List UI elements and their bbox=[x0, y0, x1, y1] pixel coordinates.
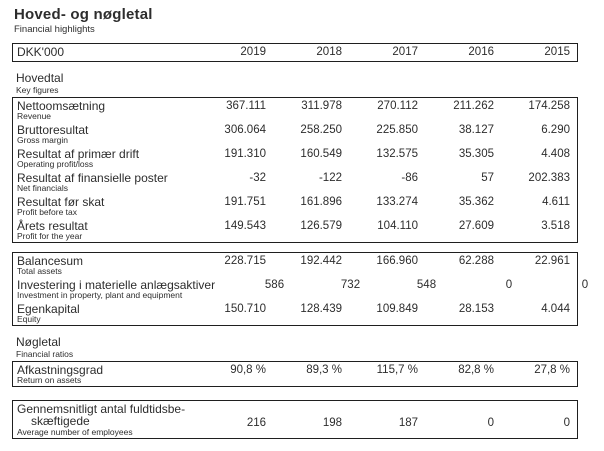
value-2018: 160.549 bbox=[300, 148, 342, 160]
table-row-foer-skat bbox=[13, 194, 577, 218]
unit-label: DKK'000 bbox=[17, 45, 64, 59]
value-2019: 149.543 bbox=[224, 220, 266, 232]
row-label: Investering i materielle anlægsaktiver bbox=[17, 278, 216, 292]
value-2019: 191.751 bbox=[224, 196, 266, 208]
section-heading-noegletal: Nøgletal bbox=[16, 335, 61, 349]
section-subheading-financial-ratios: Financial ratios bbox=[16, 349, 74, 359]
value-2019: 228.715 bbox=[224, 255, 266, 267]
value-2015: 22.961 bbox=[534, 255, 570, 267]
row-label: Balancesum bbox=[17, 254, 84, 268]
value-2017: 104.110 bbox=[377, 220, 418, 232]
balance-block bbox=[12, 252, 589, 326]
table-row-bruttoresultat bbox=[13, 122, 577, 146]
value-2019: 191.310 bbox=[224, 148, 266, 160]
value-2019: -32 bbox=[249, 172, 266, 184]
value-2016: 57 bbox=[481, 172, 494, 184]
value-2015: 4.611 bbox=[542, 196, 570, 208]
row-label: Afkastningsgrad bbox=[17, 363, 104, 377]
value-2019: 216 bbox=[246, 417, 266, 429]
value-2015: 3.518 bbox=[541, 220, 570, 232]
value-2016: 0 bbox=[505, 279, 513, 291]
table-row-primaer-drift bbox=[13, 146, 577, 170]
value-2017: 166.960 bbox=[376, 255, 418, 267]
value-2016: 35.362 bbox=[458, 196, 494, 208]
value-2017: 115,7 % bbox=[376, 364, 418, 376]
value-2017: -86 bbox=[401, 172, 418, 184]
value-2015: 27,8 % bbox=[534, 364, 570, 376]
value-2016: 27.609 bbox=[458, 220, 494, 232]
value-2019: 90,8 % bbox=[230, 364, 266, 376]
value-2015: 6.290 bbox=[541, 124, 570, 136]
row-label: Resultat af primær drift bbox=[17, 147, 140, 161]
table-row-medarbejdere bbox=[13, 401, 577, 438]
value-2018: 128.439 bbox=[300, 303, 342, 315]
value-2016: 38.127 bbox=[458, 124, 494, 136]
value-2019: 367.111 bbox=[226, 100, 266, 112]
row-sublabel: Profit for the year bbox=[17, 231, 83, 241]
row-sublabel: Operating profit/loss bbox=[17, 159, 94, 169]
row-label: Resultat af finansielle poster bbox=[17, 171, 168, 185]
table-row-investering bbox=[13, 277, 589, 301]
table-row-aarets-resultat bbox=[13, 218, 577, 242]
row-label-line1: Gennemsnitligt antal fuldtidsbe- bbox=[17, 402, 186, 416]
year-column-2018: 2018 bbox=[316, 46, 342, 58]
value-2016: 0 bbox=[487, 417, 494, 429]
value-2018: 192.442 bbox=[300, 255, 342, 267]
table-row-egenkapital bbox=[13, 301, 577, 325]
table-row-balancesum bbox=[13, 253, 577, 277]
table-header-row bbox=[12, 43, 578, 62]
value-2016: 35.305 bbox=[458, 148, 494, 160]
page-title: Hoved- og nøgletal bbox=[14, 6, 153, 23]
value-2015: 174.258 bbox=[528, 100, 570, 112]
page-subtitle: Financial highlights bbox=[14, 24, 95, 35]
value-2018: 198 bbox=[322, 417, 342, 429]
value-2016: 82,8 % bbox=[458, 364, 494, 376]
value-2018: 126.579 bbox=[300, 220, 342, 232]
row-label-line2: skæftigede bbox=[31, 414, 90, 428]
row-sublabel: Net financials bbox=[17, 183, 69, 193]
key-figures-block bbox=[12, 97, 578, 243]
table-row-finansielle-poster bbox=[13, 170, 577, 194]
section-heading-hovedtal: Hovedtal bbox=[16, 71, 64, 85]
value-2015: 0 bbox=[581, 279, 589, 291]
row-label: Egenkapital bbox=[17, 302, 80, 316]
value-2015: 4.408 bbox=[541, 148, 570, 160]
value-2017: 548 bbox=[416, 279, 437, 291]
value-2017: 109.849 bbox=[376, 303, 418, 315]
row-sublabel: Average number of employees bbox=[17, 427, 133, 437]
row-label: Bruttoresultat bbox=[17, 123, 89, 137]
year-column-2019: 2019 bbox=[240, 46, 266, 58]
ratios-block bbox=[12, 361, 578, 387]
value-2018: 89,3 % bbox=[306, 364, 342, 376]
value-2015: 4.044 bbox=[541, 303, 570, 315]
year-column-2016: 2016 bbox=[468, 46, 494, 58]
value-2016: 62.288 bbox=[458, 255, 494, 267]
row-sublabel: Return on assets bbox=[17, 375, 82, 385]
value-2018: 258.250 bbox=[300, 124, 342, 136]
value-2017: 225.850 bbox=[376, 124, 418, 136]
employees-block bbox=[12, 400, 578, 439]
row-label: Årets resultat bbox=[17, 219, 88, 233]
table-row-afkastningsgrad bbox=[13, 362, 577, 386]
value-2017: 133.274 bbox=[376, 196, 418, 208]
value-2019: 586 bbox=[264, 279, 285, 291]
value-2019: 150.710 bbox=[224, 303, 266, 315]
value-2018: 732 bbox=[340, 279, 361, 291]
row-label: Resultat før skat bbox=[17, 195, 105, 209]
row-sublabel: Profit before tax bbox=[17, 207, 78, 217]
value-2018: -122 bbox=[318, 172, 342, 184]
value-2019: 306.064 bbox=[224, 124, 266, 136]
row-sublabel: Gross margin bbox=[17, 135, 69, 145]
section-subheading-key-figures: Key figures bbox=[16, 85, 59, 95]
value-2016: 211.262 bbox=[453, 100, 494, 112]
row-sublabel: Revenue bbox=[17, 111, 52, 121]
value-2017: 270.112 bbox=[377, 100, 418, 112]
value-2015: 0 bbox=[563, 417, 570, 429]
value-2015: 202.383 bbox=[528, 172, 570, 184]
value-2017: 132.575 bbox=[376, 148, 418, 160]
year-column-2015: 2015 bbox=[544, 46, 570, 58]
row-sublabel: Investment in property, plant and equipment bbox=[17, 290, 183, 300]
table-row-nettoomsaetning bbox=[13, 98, 577, 122]
value-2017: 187 bbox=[398, 417, 418, 429]
value-2018: 311.978 bbox=[301, 100, 342, 112]
row-sublabel: Total assets bbox=[17, 266, 62, 276]
row-sublabel: Equity bbox=[17, 314, 41, 324]
year-column-2017: 2017 bbox=[392, 46, 418, 58]
row-label: Nettoomsætning bbox=[17, 99, 106, 113]
value-2018: 161.896 bbox=[300, 196, 342, 208]
value-2016: 28.153 bbox=[458, 303, 494, 315]
